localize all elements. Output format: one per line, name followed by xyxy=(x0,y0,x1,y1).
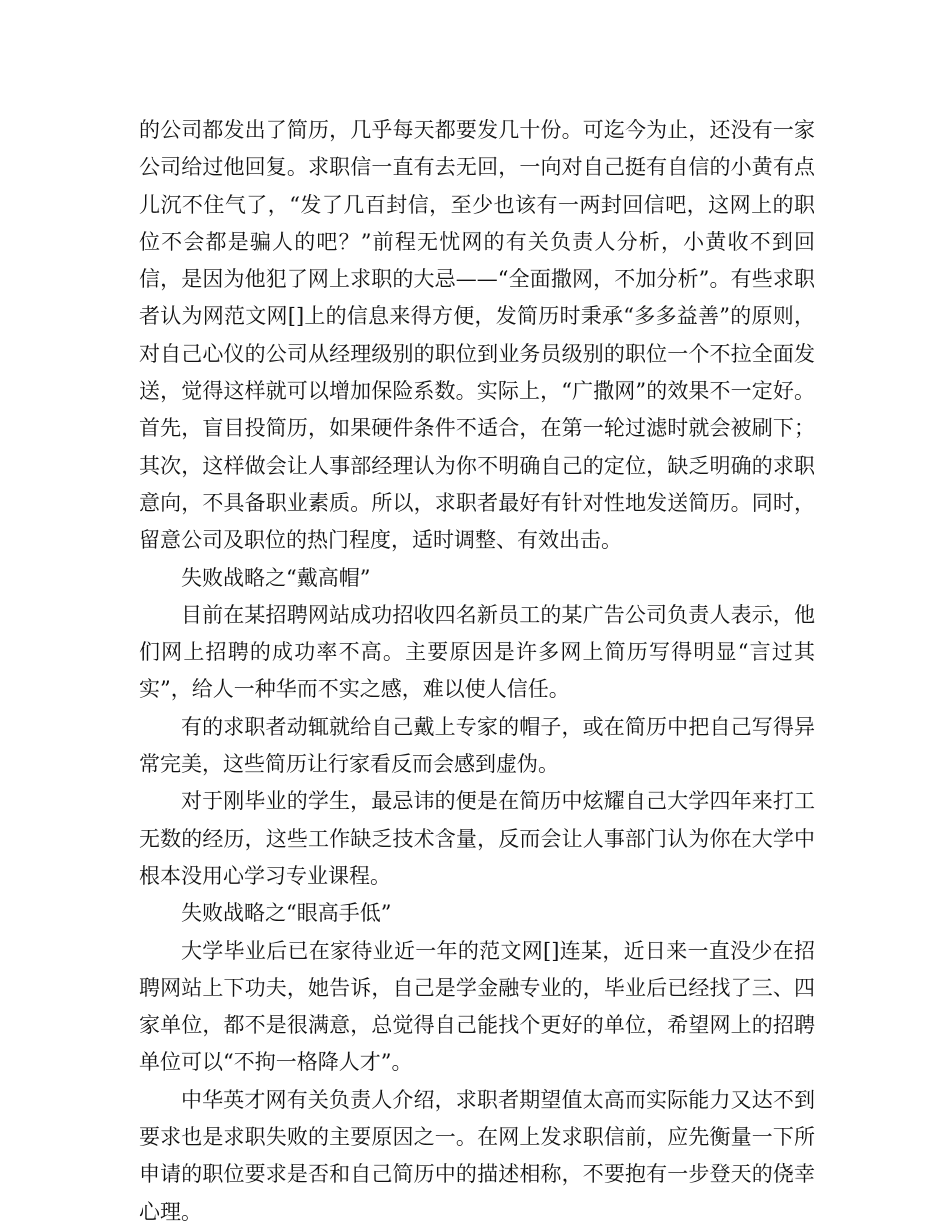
paragraph: 的公司都发出了简历，几乎每天都要发几十份。可迄今为止，还没有一家公司给过他回复。求职信一直有去无回，一向对自己挺有自信的小黄有点儿沉不住气了，“发了几百封信，至少也该有一两封回信吧，这网上的职位不会都是骗人的吧？”前程无忧网的有关负责人分析，小黄收不到回信，是因为他犯了网上求职的大忌——“全面撒网，不加分析”。有些求职者认为网范文网[]上的信息来得方便，发简历时秉承“多多益善”的原则，对自己心仪的公司从经理级别的职位到业务员级别的职位一个不拉全面发送，觉得这样就可以增加保险系数。实际上，“广撒网”的效果不一定好。首先，盲目投简历，如果硬件条件不适合，在第一轮过滤时就会被刷下；其次，这样做会让人事部经理认为你不明确自己的定位，缺乏明确的求职意向，不具备职业素质。所以，求职者最好有针对性地发送简历。同时，留意公司及职位的热门程度，适时调整、有效出击。 xyxy=(139,118,815,553)
document-body xyxy=(139,112,815,1231)
paragraph: 中华英才网有关负责人介绍，求职者期望值太高而实际能力又达不到要求也是求职失败的主要原因之一。在网上发求职信前，应先衡量一下所申请的职位要求是否和自己简历中的描述相称，不要抱有一步登天的侥幸心理。 xyxy=(139,1087,815,1224)
paragraph: 大学毕业后已在家待业近一年的范文网[]连某，近日来一直没少在招聘网站上下功夫，她告诉，自己是学金融专业的，毕业后已经找了三、四家单位，都不是很满意，总觉得自己能找个更好的单位，希望网上的招聘单位可以“不拘一格降人才”。 xyxy=(139,938,815,1075)
paragraph: 目前在某招聘网站成功招收四名新员工的某广告公司负责人表示，他们网上招聘的成功率不高。主要原因是许多网上简历写得明显“言过其实”，给人一种华而不实之感，难以使人信任。 xyxy=(139,602,815,702)
section-heading: 失败战略之“戴高帽” xyxy=(181,565,371,590)
paragraph: 有的求职者动辄就给自己戴上专家的帽子，或在简历中把自己写得异常完美，这些简历让行家看反而会感到虚伪。 xyxy=(139,714,815,777)
paragraph: 对于刚毕业的学生，最忌讳的便是在简历中炫耀自己大学四年来打工无数的经历，这些工作缺乏技术含量，反而会让人事部门认为你在大学中根本没用心学习专业课程。 xyxy=(139,789,815,888)
section-heading: 失败战略之“眼高手低” xyxy=(181,901,392,926)
